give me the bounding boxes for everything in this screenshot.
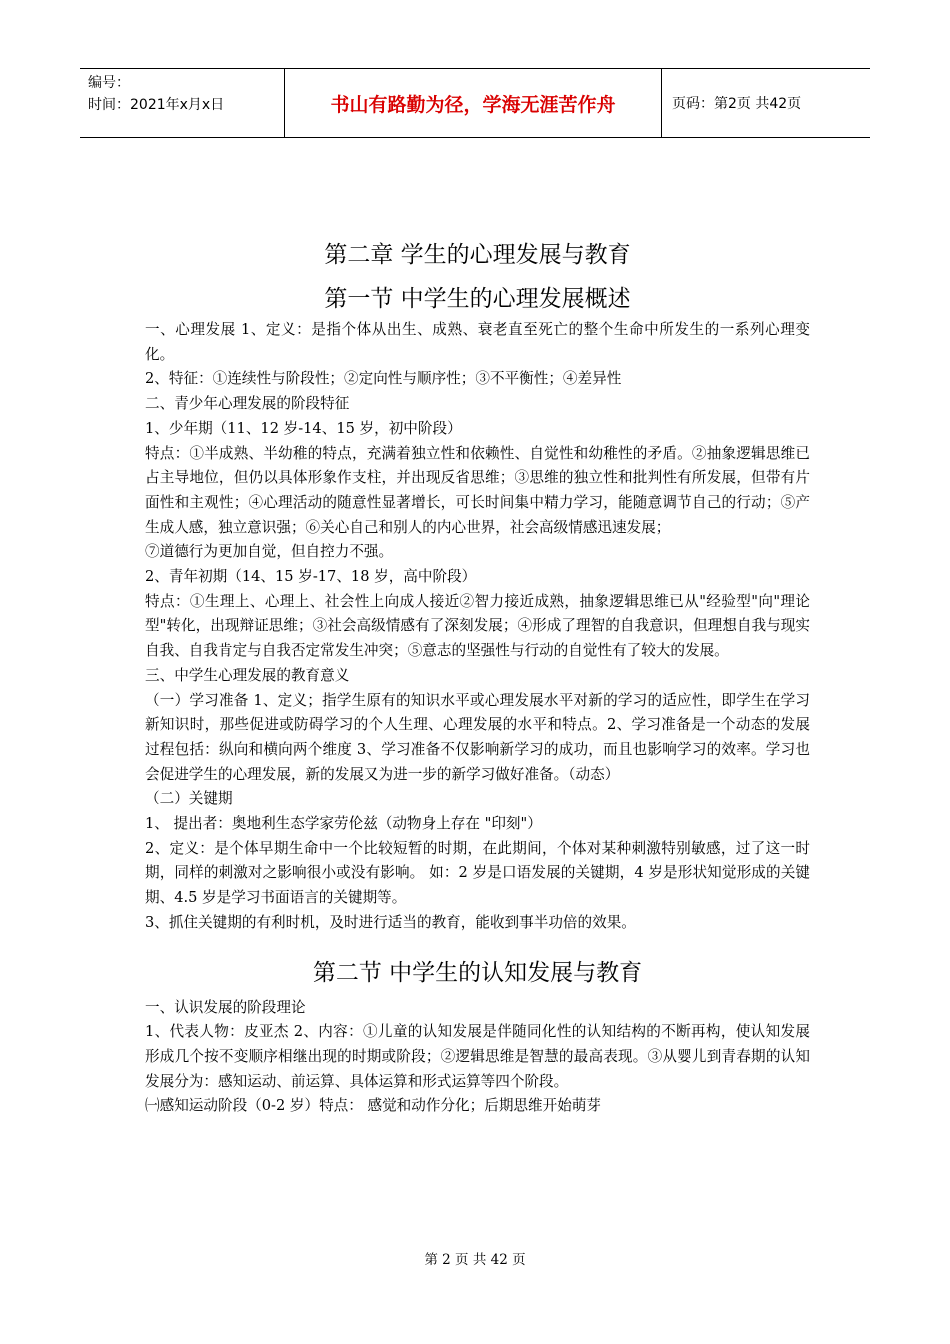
paragraph: （二）关键期 (145, 790, 233, 808)
paragraph: 2、青年初期（14、15 岁-17、18 岁，高中阶段） (145, 568, 477, 586)
page-header (80, 68, 870, 138)
paragraph: 三、中学生心理发展的教育意义 (145, 666, 350, 684)
paragraph: 2、定义：是个体早期生命中一个比较短暂的时期，在此期间，个体对某种刺激特别敏感，过了这一时期，同样的刺激对之影响很小或没有影响。 如：2 岁是口语发展的关键期，4 岁是形状知觉形成的关键期、4.5 岁是学习书面语言的关键期等。 (145, 839, 810, 907)
paragraph: （一）学习准备 1、定义；指学生原有的知识水平或心理发展水平对新的学习的适应性，即学生在学习新知识时，那些促进或防碍学习的个人生理、心理发展的水平和特点。2、学习准备是一个动态的发展过程包括：纵向和横向两个维度 3、学习准备不仅影响新学习的成功，而且也影响学习的效率。学习也会促进学生的心理发展，新的发展又为进一步的新学习做好准备。（动态） (145, 691, 810, 783)
paragraph: 1、代表人物：皮亚杰 2、内容：①儿童的认知发展是伴随同化性的认知结构的不断再构，使认知发展形成几个按不变顺序相继出现的时期或阶段；②逻辑思维是智慧的最高表现。③从婴儿到青春期的认知发展分为：感知运动、前运算、具体运算和形式运算等四个阶段。 (145, 1023, 810, 1090)
page-footer: 第 2 页 共 42 页 (424, 1252, 526, 1268)
page-info-text: 页码：第2页 共42页 (672, 96, 802, 112)
paragraph: 一、心理发展 1、定义：是指个体从出生、成熟、衰老直至死亡的整个生命中所发生的一系列心理变化。 (145, 321, 810, 363)
page-info-cell (662, 69, 870, 137)
paragraph: ⑦道德行为更加自觉，但自控力不强。 (145, 543, 394, 561)
document-body (145, 240, 810, 1119)
section-title: 第二节 中学生的认知发展与教育 (312, 959, 643, 986)
paragraph: 特点：①生理上、心理上、社会性上向成人接近②智力接近成熟，抽象逻辑思维已从"经验型"向"理论型"转化，出现辩证思维；③社会高级情感有了深刻发展；④形成了理智的自我意识，但理想自我与现实自我、自我肯定与自我否定常发生冲突；⑤意志的坚强性与行动的自觉性有了较大的发展。 (145, 592, 810, 660)
section-title: 第一节 中学生的心理发展概述 (324, 286, 631, 312)
paragraph: 一、认识发展的阶段理论 (145, 998, 306, 1016)
paragraph: 2、特征：①连续性与阶段性；②定向性与顺序性；③不平衡性；④差异性 (145, 370, 622, 388)
motto-text: 书山有路勤为径，学海无涯苦作舟 (330, 93, 616, 116)
paragraph: 特点：①半成熟、半幼稚的特点，充满着独立性和依赖性、自觉性和幼稚性的矛盾。②抽象逻辑思维已占主导地位，但仍以具体形象作支柱，并出现反省思维；③思维的独立性和批判性有所发展，但带有片面性和主观性；④心理活动的随意性显著增长，可长时间集中精力学习，能随意调节自己的行动；⑤产生成人感，独立意识强；⑥关心自己和别人的内心世界，社会高级情感迅速发展； (145, 444, 810, 536)
time-label: 时间：2021年x月x日 (88, 97, 225, 113)
chapter-title: 第二章 学生的心理发展与教育 (324, 242, 631, 268)
paragraph: ㈠感知运动阶段（0-2 岁）特点： 感觉和动作分化；后期思维开始萌芽 (145, 1097, 602, 1115)
paragraph: 二、青少年心理发展的阶段特征 (145, 395, 350, 413)
motto-cell (284, 69, 662, 137)
paragraph: 1、少年期（11、12 岁-14、15 岁，初中阶段） (145, 419, 462, 437)
header-left-cell (80, 69, 284, 137)
paragraph: 3、抓住关键期的有利时机，及时进行适当的教育，能收到事半功倍的效果。 (145, 913, 636, 931)
paragraph: 1、 提出者：奥地利生态学家劳伦兹（动物身上存在 "印刻"） (145, 815, 542, 833)
number-label: 编号： (88, 75, 130, 91)
